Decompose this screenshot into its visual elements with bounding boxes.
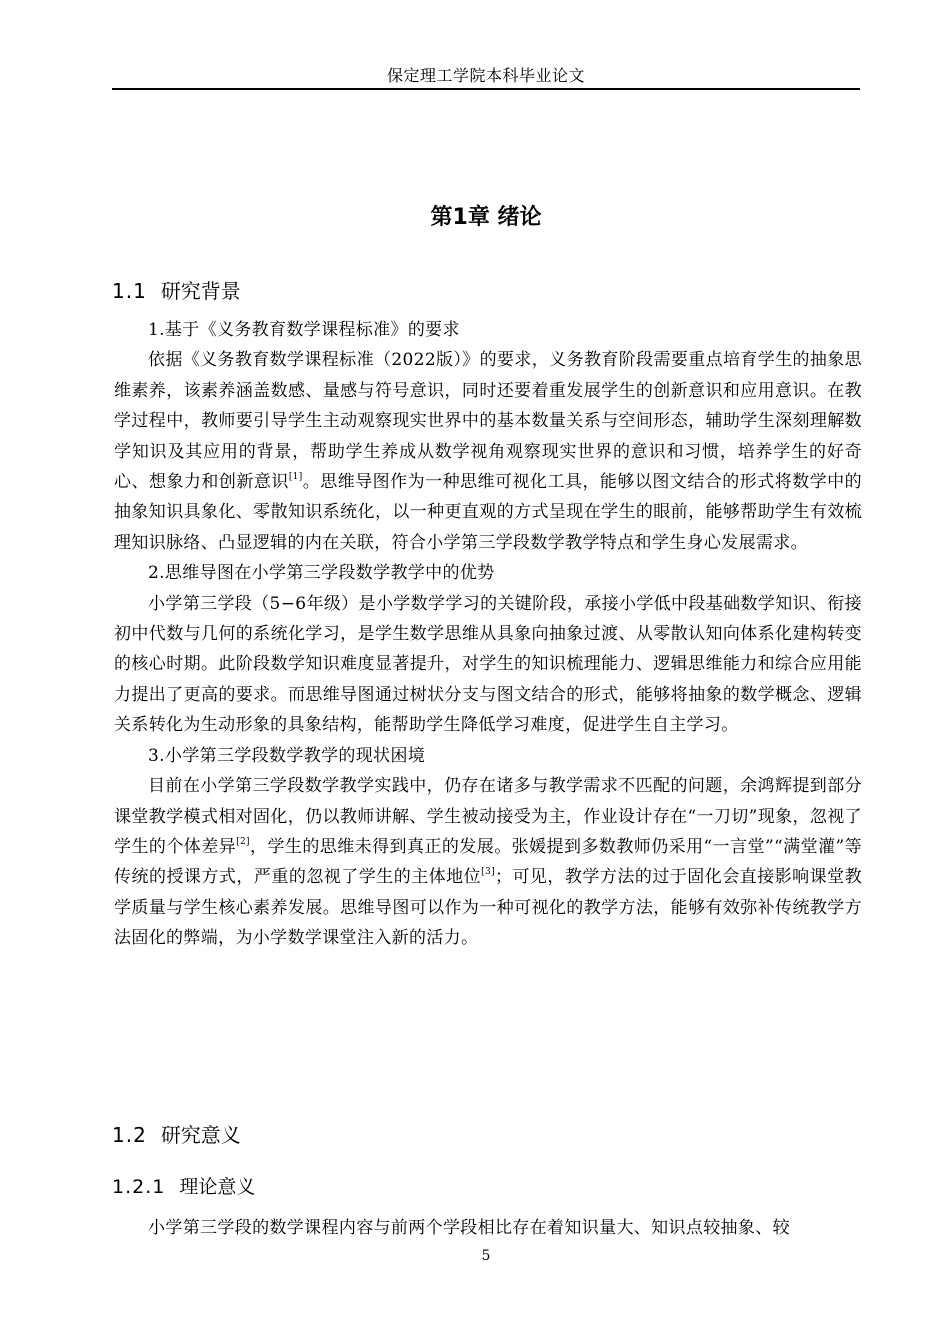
paragraph-curriculum-standard [114,345,862,558]
paragraph-theoretical-significance: 小学第三学段的数学课程内容与前两个学段相比存在着知识量大、知识点较抽象、较 [148,1218,790,1238]
subsection-heading-1-2-1 [112,1173,255,1201]
page-number: 5 [481,1248,491,1264]
citation-ref: [1] [288,472,303,483]
paragraph-text: ，学生的思维未得到真正的发展。张媛提到多数教师仍采用“一言堂”“满堂灌”等传统的授课方式，严重的忽视了学生的主体地位 [114,836,862,888]
chapter-title: 第1章 绪论 [430,205,542,230]
citation-ref: [2] [236,836,250,847]
subsection-title: 理论意义 [179,1176,256,1198]
section-number: 1.2 [112,1123,147,1147]
page-header: 保定理工学院本科毕业论文 [386,66,585,85]
paragraph-text: ；可见，教学方法的过于固化会直接影响课堂教学质量与学生核心素养发展。思维导图可以作为一种可视化的教学方法，能够有效弥补传统教学方法固化的弊端，为小学数学课堂注入新的活力。 [114,867,862,949]
subsection-number: 1.2.1 [112,1176,166,1198]
subheading-mind-map-advantage: 2.思维导图在小学第三学段数学教学中的优势 [148,563,495,584]
section-1-2-1-body [114,1213,862,1243]
subheading-curriculum-standard: 1.基于《义务教育数学课程标准》的要求 [148,320,460,340]
section-title: 研究背景 [160,279,241,303]
citation-ref: [3] [481,867,495,878]
section-number: 1.1 [112,279,147,303]
section-title: 研究意义 [160,1123,241,1147]
section-1-1-body [114,315,862,954]
paragraph-text: 依据《义务教育数学课程标准（2022版）》的要求，义务教育阶段需要重点培育学生的抽象思维素养，该素养涵盖数感、量感与符号意识，同时还要着重发展学生的创新意识和应用意识。在教学过程中，教师要引导学生主动观察现实世界中的基本数量关系与空间形态，辅助学生深刻理解数学知识及其应用的背景，帮助学生养成从数学视角观察现实世界的意识和习惯，培养学生的好奇心、想象力和创新意识 [114,350,862,493]
paragraph-mind-map-advantage: 小学第三学段（5−6年级）是小学数学学习的关键阶段，承接小学低中段基础数学知识、衔接初中代数与几何的系统化学习，是学生数学思维从具象向抽象过渡、从零散认知向体系化建构转变的核心时期。此阶段数学知识难度显著提升，对学生的知识梳理能力、逻辑思维能力和综合应用能力提出了更高的要求。而思维导图通过树状分支与图文结合的形式，能够将抽象的数学概念、逻辑关系转化为生动形象的具象结构，能帮助学生降低学习难度，促进学生自主学习。 [114,593,862,736]
subheading-teaching-status: 3.小学第三学段数学教学的现状困境 [148,745,426,766]
section-heading-1-1 [112,276,241,306]
paragraph-text: 。思维导图作为一种思维可视化工具，能够以图文结合的形式将数学中的抽象知识具象化、零散知识系统化，以一种更直观的方式呈现在学生的眼前，能够帮助学生有效梳理知识脉络、凸显逻辑的内在关联，符合小学第三学段数学教学特点和学生身心发展需求。 [114,472,863,553]
section-heading-1-2 [112,1120,241,1150]
paragraph-text: 目前在小学第三学段数学教学实践中，仍存在诸多与教学需求不匹配的问题，余鸿辉提到部分课堂教学模式相对固化，仍以教师讲解、学生被动接受为主，作业设计存在“一刀切”现象，忽视了学生的个体差异 [114,776,862,857]
paragraph-teaching-status [114,771,862,953]
header-divider [112,88,860,90]
